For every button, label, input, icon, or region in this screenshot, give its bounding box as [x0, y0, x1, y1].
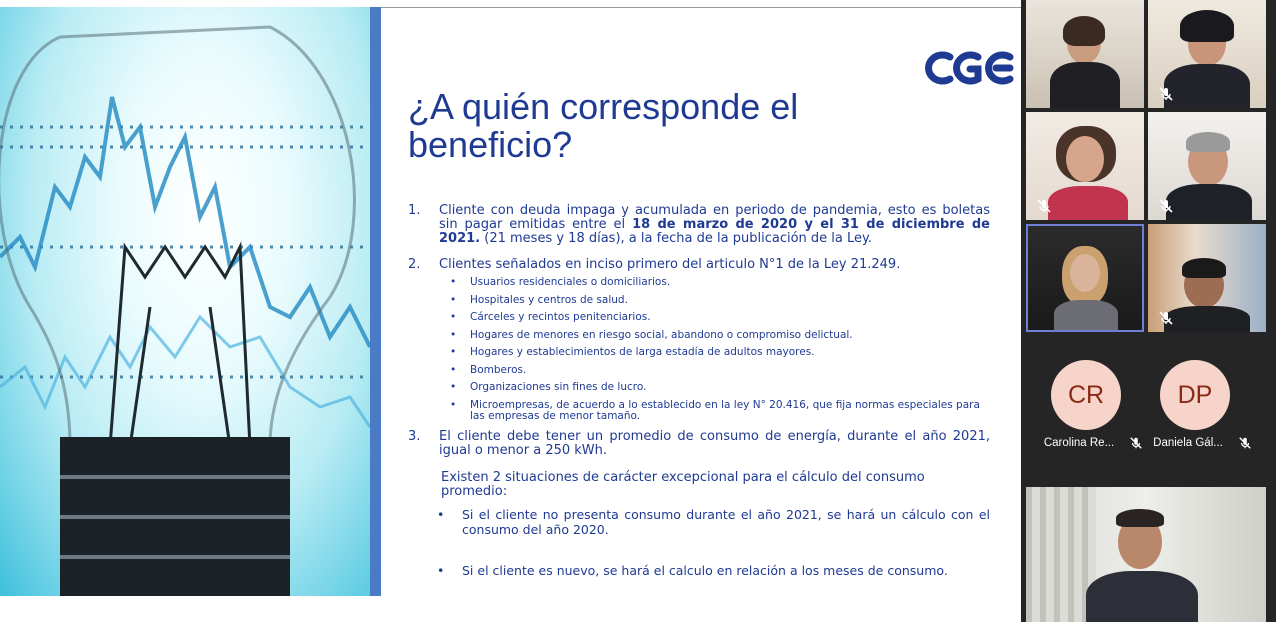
participant-video-tile[interactable] — [1026, 0, 1144, 108]
sub-list-item: • Microempresas, de acuerdo a lo establecido en la ley N° 20.416, que fija normas especiales para las empresas de menor tamaño. — [450, 400, 990, 422]
participant-name: Daniela Gál... — [1153, 437, 1223, 449]
list-number: 1. — [408, 203, 421, 218]
exception-list — [408, 507, 990, 578]
participant-video-tile[interactable] — [1148, 0, 1266, 108]
list-item — [408, 204, 990, 246]
cge-logo-icon — [924, 48, 1016, 88]
exception-note: Existen 2 situaciones de carácter excepcional para el cálculo del consumo promedio: — [441, 469, 925, 499]
list-text: Cliente con deuda impaga y acumulada en periodo de pandemia, esto es boletas sin pagar emitidas entre el — [439, 203, 990, 232]
list-number: 2. — [408, 257, 421, 272]
active-speaker-video-tile[interactable] — [1026, 224, 1144, 332]
avatar: CR — [1051, 360, 1121, 430]
slide-title: ¿A quién corresponde el beneficio? — [408, 86, 799, 165]
participant-video-tile[interactable] — [1026, 112, 1144, 220]
participant-video-tile-large[interactable] — [1026, 487, 1266, 622]
sub-list-item: • Organizaciones sin fines de lucro. — [450, 382, 990, 393]
list-text: Clientes señalados en inciso primero del articulo N°1 de la Ley 21.249. — [439, 257, 901, 272]
list-item — [408, 430, 990, 458]
list-number: 3. — [408, 428, 421, 444]
participant-avatar-tile[interactable] — [1140, 336, 1250, 449]
sub-list — [408, 277, 990, 422]
sub-list-item: • Hogares de menores en riesgo social, abandono o compromiso delictual. — [450, 330, 990, 341]
exception-item: • Si el cliente es nuevo, se hará el calculo en relación a los meses de consumo. — [437, 563, 990, 578]
slide-content — [408, 204, 990, 578]
exception-item: • Si el cliente no presenta consumo durante el año 2021, se hará un cálculo con el consumo del año 2020. — [437, 507, 990, 537]
lightbulb-image — [0, 7, 370, 596]
participant-name: Carolina Re... — [1043, 437, 1115, 449]
microphone-muted-icon — [1158, 86, 1174, 102]
list-text-bold: 18 de marzo de 2020 y el 31 de diciembre de 2021. — [439, 217, 990, 246]
avatar: DP — [1160, 360, 1230, 430]
lightbulb-illustration — [0, 7, 370, 596]
cge-logo — [924, 48, 1016, 88]
microphone-muted-icon — [1238, 436, 1252, 450]
microphone-muted-icon — [1036, 198, 1052, 214]
microphone-muted-icon — [1158, 310, 1174, 326]
sub-list-item: • Hospitales y centros de salud. — [450, 295, 990, 306]
list-text: (21 meses y 18 días), a la fecha de la publicación de la Ley. — [480, 231, 872, 246]
sub-list-item: • Bomberos. — [450, 365, 990, 376]
slide-top-divider — [381, 7, 1021, 8]
participants-panel — [1021, 0, 1276, 622]
participant-video-tile[interactable] — [1148, 112, 1266, 220]
microphone-muted-icon — [1158, 198, 1174, 214]
list-item — [408, 258, 990, 272]
slide-accent-bar — [370, 7, 381, 596]
sub-list-item: • Hogares y establecimientos de larga estadía de adultos mayores. — [450, 347, 990, 358]
sub-list-item: • Usuarios residenciales o domiciliarios. — [450, 277, 990, 288]
participant-video-tile[interactable] — [1148, 224, 1266, 332]
sub-list-item: • Cárceles y recintos penitenciarios. — [450, 312, 990, 323]
list-text: El cliente debe tener un promedio de consumo de energía, durante el año 2021, igual o menor a 250 kWh. — [439, 428, 990, 458]
participant-avatar-tile[interactable] — [1031, 336, 1141, 449]
